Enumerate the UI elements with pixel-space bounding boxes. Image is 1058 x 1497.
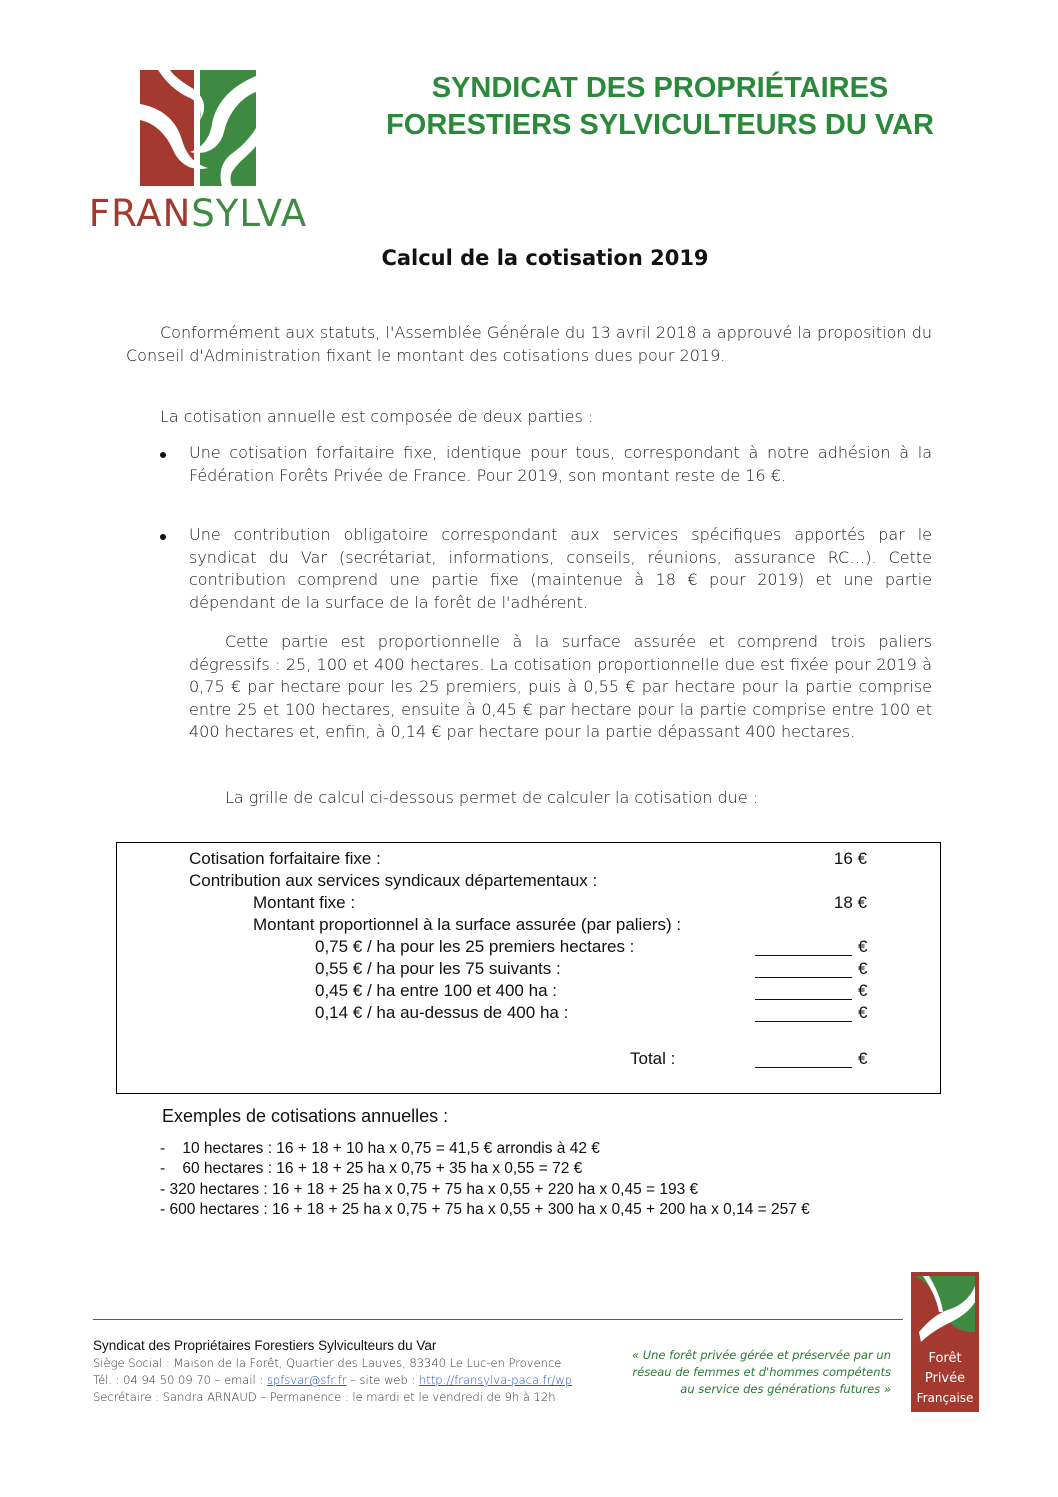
fpf-logo-icon bbox=[909, 1272, 981, 1412]
footer-divider bbox=[93, 1319, 903, 1320]
fpf-word-3: Française bbox=[916, 1391, 974, 1405]
forfait-value: 16 € bbox=[833, 849, 867, 868]
tier-1-unit: € bbox=[858, 937, 868, 956]
examples-title: Exemples de cotisations annuelles : bbox=[162, 1106, 449, 1126]
footer-org-name: Syndicat des Propriétaires Forestiers Sylviculteurs du Var bbox=[93, 1338, 437, 1353]
tier-3-blank[interactable] bbox=[755, 999, 852, 1000]
foret-privee-francaise-logo bbox=[909, 1272, 981, 1412]
calculation-grid bbox=[116, 842, 941, 1094]
tier-1-label: 0,75 € / ha pour les 25 premiers hectares : bbox=[315, 937, 635, 956]
footer-secretaire: Secrétaire : Sandra ARNAUD – Permanence : le mardi et le vendredi de 9h à 12h bbox=[93, 1390, 556, 1404]
bullet-contribution: Une contribution obligatoire correspondant aux services spécifiques apportés par le syndicat du Var (secrétariat, informations, conseils, réunions, assurance RC…). Cette contribution comprend une partie fixe (maintenue à 18 € pour 2019) et une partie dépendant de la surface de la forêt de l'adhérent. bbox=[189, 525, 932, 612]
quote-line-3: au service des générations futures » bbox=[680, 1382, 891, 1396]
logo-wordmark bbox=[82, 192, 314, 235]
example-line: - 60 hectares : 16 + 18 + 25 ha x 0,75 + 35 ha x 0,55 = 72 € bbox=[160, 1160, 583, 1177]
bullet-icon bbox=[160, 534, 166, 540]
montant-fixe-value: 18 € bbox=[833, 893, 867, 912]
tier-2-label: 0,55 € / ha pour les 75 suivants : bbox=[315, 959, 561, 978]
quote-line-2: réseau de femmes et d'hommes compétents bbox=[632, 1365, 891, 1379]
footer-email-link[interactable]: spfsvar@sfr.fr bbox=[266, 1373, 347, 1387]
bullet-forfait: Une cotisation forfaitaire fixe, identique pour tous, correspondant à notre adhésion à la Fédération Forêts Privée de France. Pour 2019, son montant reste de 16 €. bbox=[189, 443, 932, 485]
intro-paragraph: Conformément aux statuts, l'Assemblée Générale du 13 avril 2018 a approuvé la proposition du Conseil d'Administration fixant le montant des cotisations dues pour 2019. bbox=[126, 323, 932, 365]
fransylva-emblem-icon bbox=[82, 68, 314, 192]
tier-3-label: 0,45 € / ha entre 100 et 400 ha : bbox=[315, 981, 557, 1000]
org-title-line-2: FORESTIERS SYLVICULTEURS DU VAR bbox=[386, 109, 934, 141]
fpf-word-1: Forêt bbox=[928, 1351, 962, 1366]
org-title-line-1: SYNDICAT DES PROPRIÉTAIRES bbox=[431, 72, 889, 104]
logo-fran-text: FRAN bbox=[88, 192, 192, 235]
grid-intro-paragraph: La grille de calcul ci-dessous permet de calculer la cotisation due : bbox=[225, 788, 759, 807]
quote-line-1: « Une forêt privée gérée et préservée par un bbox=[631, 1348, 891, 1362]
example-line: - 320 hectares : 16 + 18 + 25 ha x 0,75 + 75 ha x 0,55 + 220 ha x 0,45 = 193 € bbox=[160, 1181, 699, 1198]
contribution-label: Contribution aux services syndicaux départementaux : bbox=[189, 871, 598, 890]
tier-4-blank[interactable] bbox=[755, 1021, 852, 1022]
total-label: Total : bbox=[630, 1049, 676, 1068]
proportional-paragraph: Cette partie est proportionnelle à la surface assurée et comprend trois paliers dégressifs : 25, 100 et 400 hectares. La cotisation proportionnelle due est fixée pour 2019 à 0,75 € par hectare pour les 25 premiers, puis à 0,55 € par hectare pour la partie comprise entre 25 et 100 hectares, ensuite à 0,45 € par hectare pour la partie comprise entre 100 et 400 hectares et, enfin, à 0,14 € par hectare pour la partie dépassant 400 hectares. bbox=[189, 632, 932, 741]
footer-siege: Siège Social : Maison de la Forêt, Quartier des Lauves, 83340 Le Luc-en Provence bbox=[93, 1356, 562, 1370]
organization-title bbox=[340, 70, 980, 144]
footer-site-prefix: – site web : bbox=[346, 1373, 419, 1387]
fransylva-logo bbox=[82, 68, 314, 236]
total-blank[interactable] bbox=[755, 1067, 852, 1068]
footer-site-link[interactable]: http://fransylva-paca.fr/wp bbox=[418, 1373, 573, 1387]
forfait-label: Cotisation forfaitaire fixe : bbox=[189, 849, 381, 868]
footer-contact bbox=[93, 1337, 613, 1406]
tier-4-unit: € bbox=[858, 1003, 868, 1022]
bullet-icon bbox=[160, 452, 166, 458]
footer-tel: Tél. : 04 94 50 09 70 – email : bbox=[93, 1373, 267, 1387]
example-line: - 10 hectares : 16 + 18 + 10 ha x 0,75 = 41,5 € arrondis à 42 € bbox=[160, 1140, 600, 1157]
annual-paragraph: La cotisation annuelle est composée de deux parties : bbox=[160, 407, 594, 426]
tier-2-blank[interactable] bbox=[755, 977, 852, 978]
example-line: - 600 hectares : 16 + 18 + 25 ha x 0,75 + 75 ha x 0,55 + 300 ha x 0,45 + 200 ha x 0,14 = 257 € bbox=[160, 1201, 810, 1218]
logo-sylva-text: SYLVA bbox=[191, 192, 308, 235]
total-unit: € bbox=[858, 1049, 868, 1068]
document-title: Calcul de la cotisation 2019 bbox=[381, 246, 709, 270]
tier-1-blank[interactable] bbox=[755, 955, 852, 956]
fpf-word-2: Privée bbox=[924, 1371, 966, 1386]
tier-4-label: 0,14 € / ha au-dessus de 400 ha : bbox=[315, 1003, 569, 1022]
footer-quote bbox=[595, 1347, 891, 1398]
montant-fixe-label: Montant fixe : bbox=[253, 893, 356, 912]
proportional-label: Montant proportionnel à la surface assurée (par paliers) : bbox=[253, 915, 682, 934]
tier-3-unit: € bbox=[858, 981, 868, 1000]
tier-2-unit: € bbox=[858, 959, 868, 978]
footer-contact-line bbox=[93, 1372, 613, 1389]
